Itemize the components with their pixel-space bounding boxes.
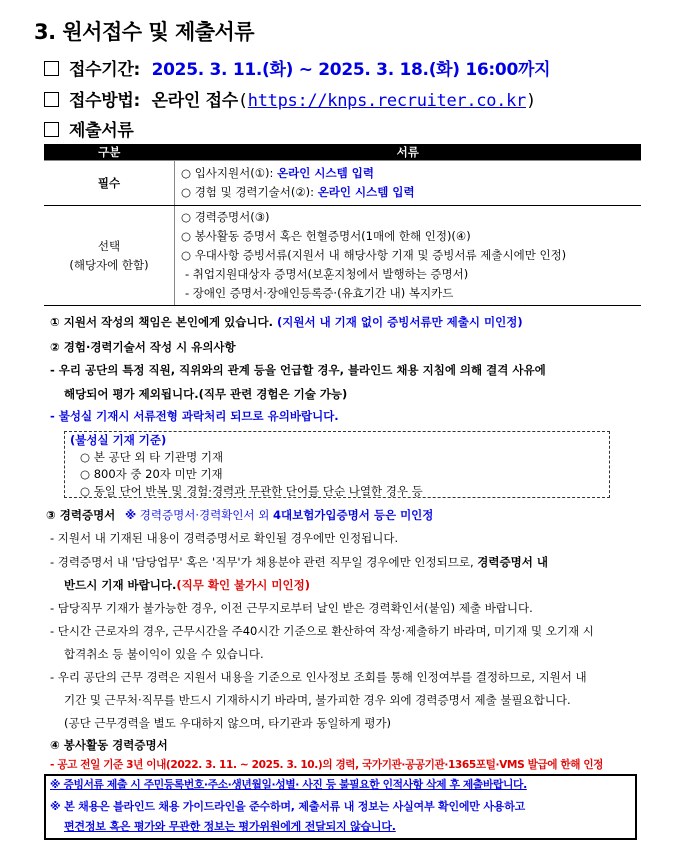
note-3-line9: (공단 근무경력을 별도 우대하지 않으며, 타기관과 동일하게 평가) bbox=[64, 716, 392, 730]
method-value: 온라인 접수 bbox=[151, 91, 238, 111]
paren-close: ) bbox=[525, 91, 536, 111]
note-2-line1: - 우리 공단의 특정 직원, 직위와의 관계 등을 언급할 경우, 블라인드 채용 지침에 의해 결격 사유에 bbox=[50, 363, 546, 377]
required-docs bbox=[175, 161, 642, 206]
notice-line1: ※ 증빙서류 제출 시 주민등록번호·주소·생년월일·성별· 사진 등 불필요한 인적사항 삭제 후 제출바랍니다. bbox=[50, 778, 527, 791]
checkbox-square-icon bbox=[44, 92, 59, 107]
reference-mark-icon: ※ bbox=[124, 508, 137, 522]
note-1-text: ① 지원서 작성의 책임은 본인에게 있습니다. bbox=[50, 315, 277, 329]
note-3-line5: - 단시간 근로자의 경우, 근무시간을 주40시간 기준으로 환산하여 작성·제출하기 바라며, 미기재 및 오기재 시 bbox=[50, 624, 594, 638]
note-1 bbox=[50, 314, 523, 330]
col-header-category: 구분 bbox=[44, 144, 175, 161]
item-highlight: 온라인 시스템 입력 bbox=[317, 185, 415, 199]
paren-open: ( bbox=[237, 91, 248, 111]
note-1-highlight: (지원서 내 기재 없이 증빙서류만 제출시 미인정) bbox=[276, 315, 523, 329]
list-item: ○ 본 공단 외 타 기관명 기재 bbox=[80, 450, 224, 464]
item-highlight: 온라인 시스템 입력 bbox=[277, 166, 374, 180]
notice-line2: ※ 본 채용은 블라인드 채용 가이드라인을 준수하며, 제출서류 내 정보는 사실여부 확인에만 사용하고 bbox=[50, 800, 526, 813]
note-3-line3a: 반드시 기재 바랍니다. bbox=[64, 578, 177, 592]
docs-heading bbox=[44, 116, 134, 141]
table-row bbox=[44, 206, 641, 306]
list-item: - 취업지원대상자 증명서(보훈지청에서 발행하는 증명서) bbox=[185, 267, 469, 281]
note-3-line4: - 담당직무 기재가 불가능한 경우, 이전 근무지로부터 날인 받은 경력확인서(붙임) 제출 바랍니다. bbox=[50, 601, 533, 615]
note-3-sub: 경력증명서·경력확인서 외 bbox=[136, 508, 273, 522]
note-2-line3: - 불성실 기재시 서류전형 과락처리 되므로 유의바랍니다. bbox=[50, 409, 339, 423]
note-3-line2 bbox=[50, 554, 548, 570]
list-item: ○ 경력증명서(③) bbox=[181, 210, 270, 224]
item-text: ○ 경험 및 경력기술서(②): bbox=[181, 185, 318, 199]
list-item bbox=[181, 183, 635, 202]
recruit-site-link[interactable]: https://knps.recruiter.co.kr bbox=[247, 91, 526, 111]
note-3-line6: 합격취소 등 불이익이 있을 수 있습니다. bbox=[64, 647, 264, 661]
method-label: 접수방법: bbox=[69, 91, 140, 111]
note-3-line2a: - 경력증명서 내 '담당업무' 혹은 '직무'가 채용분야 관련 직무일 경우에만 인정되므로, bbox=[50, 555, 478, 569]
list-item: ○ 우대사항 증빙서류(지원서 내 해당사항 기재 및 증빙서류 제출시에만 인정) bbox=[181, 248, 567, 262]
list-item: - 장애인 증명서·장애인등록증·(유효기간 내) 복지카드 bbox=[185, 286, 454, 300]
notice-line3: 편견정보 혹은 평가와 무관한 정보는 평가위원에게 전달되지 않습니다. bbox=[64, 820, 396, 833]
note-3-title: ③ 경력증명서 bbox=[46, 508, 116, 522]
note-3-line2b: 경력증명서 내 bbox=[477, 555, 548, 569]
list-item: ○ 봉사활동 증명서 혹은 헌혈증명서(1매에 한해 인정)(④) bbox=[181, 229, 471, 243]
note-3-line8: 기간 및 근무처·직무를 반드시 기재하시기 바라며, 불가피한 경우 외에 경력증명서 제출 불필요합니다. bbox=[64, 693, 571, 707]
application-method bbox=[44, 86, 536, 111]
optional-label: 선택 bbox=[97, 238, 121, 253]
url-wrapper bbox=[238, 91, 536, 111]
optional-note: (해당자에 한함) bbox=[69, 257, 149, 272]
checkbox-square-icon bbox=[44, 61, 59, 76]
documents-table bbox=[44, 144, 641, 306]
optional-category bbox=[44, 206, 175, 306]
note-3-line3b: (직무 확인 불가시 미인정) bbox=[176, 578, 310, 592]
note-4-line1: - 공고 전일 기준 3년 이내(2022. 3. 11. ~ 2025. 3. 10.)의 경력, 국가기관·공공기관·1365포털·VMS 발급에 한해 인정 bbox=[50, 759, 604, 771]
checkbox-square-icon bbox=[44, 122, 59, 137]
note-4-title: ④ 봉사활동 경력증명서 bbox=[50, 738, 168, 752]
note-2-line2: 해당되어 평가 제외됩니다.(직무 관련 경험은 기술 가능) bbox=[64, 387, 348, 401]
table-row bbox=[44, 161, 641, 206]
note-3-sub-bold: 4대보험가입증명서 등은 미인정 bbox=[272, 508, 434, 522]
docs-heading-label: 제출서류 bbox=[69, 121, 134, 141]
note-3-line3 bbox=[64, 577, 310, 593]
period-label: 접수기간: bbox=[69, 60, 140, 80]
application-period bbox=[44, 55, 550, 80]
col-header-documents: 서류 bbox=[175, 144, 642, 161]
period-value: 2025. 3. 11.(화) ~ 2025. 3. 18.(화) 16:00까지 bbox=[151, 60, 551, 80]
note-3-line7: - 우리 공단의 근무 경력은 지원서 내용을 기준으로 인사정보 조회를 통해 인정여부를 결정하므로, 지원서 내 bbox=[50, 670, 587, 684]
criteria-title: (불성실 기재 기준) bbox=[70, 433, 167, 447]
section-heading: 3. 원서접수 및 제출서류 bbox=[34, 20, 255, 44]
note-3-title-row bbox=[46, 507, 433, 523]
item-text: ○ 입사지원서(①): bbox=[181, 166, 278, 180]
note-3-line1: - 지원서 내 기재된 내용이 경력증명서로 확인될 경우에만 인정됩니다. bbox=[50, 531, 399, 545]
optional-docs bbox=[175, 206, 642, 306]
list-item: ○ 800자 중 20자 미만 기재 bbox=[80, 467, 223, 481]
required-category: 필수 bbox=[44, 161, 175, 206]
list-item: ○ 동일 단어 반복 및 경험·경력과 무관한 단어를 단순 나열한 경우 등 bbox=[80, 484, 423, 498]
list-item bbox=[181, 164, 635, 183]
note-2-title: ② 경험·경력기술서 작성 시 유의사항 bbox=[50, 340, 236, 354]
